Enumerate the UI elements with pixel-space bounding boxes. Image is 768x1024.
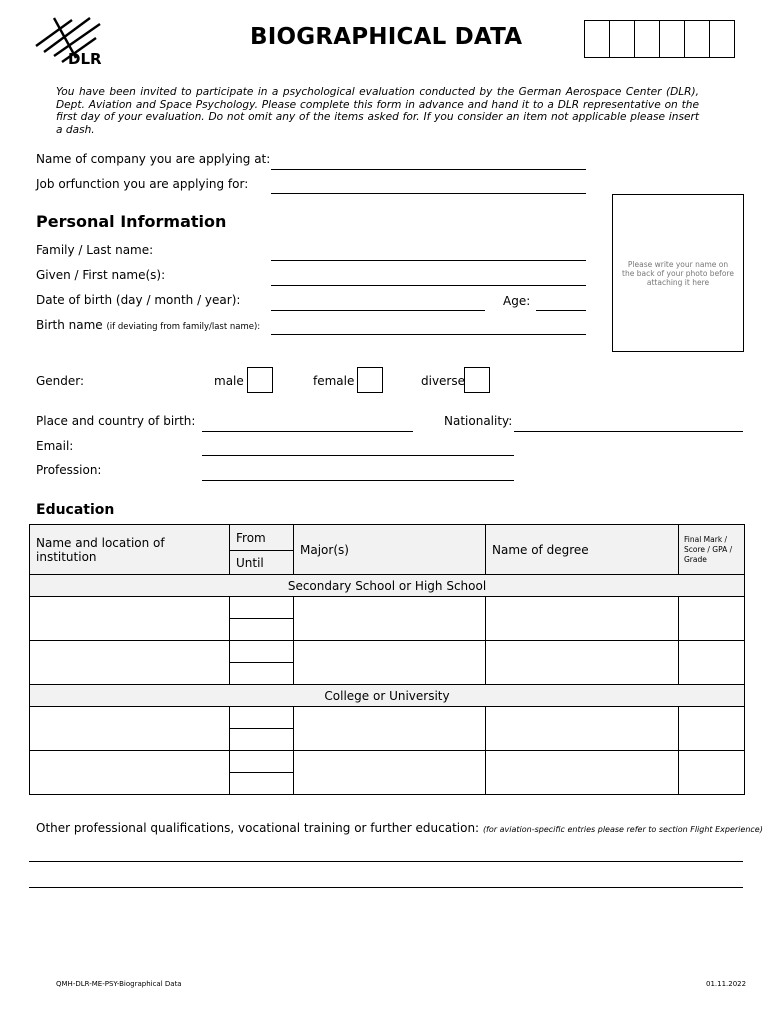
table-cell-until[interactable] [230,729,294,751]
footer-date: 01.11.2022 [706,980,747,988]
email-field[interactable] [202,455,514,456]
job-label: Job orfunction you are applying for: [36,177,249,191]
id-box-6[interactable] [709,20,735,58]
table-cell-grade[interactable] [679,597,745,641]
dob-field[interactable] [271,310,485,311]
id-box-5[interactable] [684,20,710,58]
other-qualifications-label: Other professional qualifications, vocational training or further education: [36,821,480,835]
birth-name-note: (if deviating from family/last name): [106,322,261,332]
table-cell-majors[interactable] [294,707,486,751]
other-qualifications-row [36,821,763,835]
table-cell-grade[interactable] [679,751,745,795]
job-field[interactable] [271,193,586,194]
col-until-header: Until [230,551,294,575]
personal-heading: Personal Information [36,212,227,231]
birth-name-label-row [36,318,260,332]
id-box-1[interactable] [584,20,610,58]
table-cell-degree[interactable] [486,751,679,795]
table-cell-grade[interactable] [679,707,745,751]
table-cell-institution[interactable] [30,641,230,685]
id-box-2[interactable] [609,20,635,58]
other-qualifications-line-1[interactable] [29,861,743,862]
table-cell-degree[interactable] [486,641,679,685]
logo-text: DLR [68,50,102,68]
age-field[interactable] [536,310,586,311]
birth-name-field[interactable] [271,334,586,335]
applicant-id-boxes[interactable] [585,20,735,58]
table-cell-institution[interactable] [30,707,230,751]
place-field[interactable] [202,431,413,432]
table-cell-from[interactable] [230,751,294,773]
education-heading: Education [36,502,115,518]
table-cell-grade[interactable] [679,641,745,685]
section-college-university: College or University [30,685,745,707]
table-cell-from[interactable] [230,597,294,619]
email-label: Email: [36,439,74,453]
gender-male-label: male [214,374,244,388]
gender-diverse-checkbox[interactable] [464,367,490,393]
table-cell-institution[interactable] [30,597,230,641]
family-name-field[interactable] [271,260,586,261]
gender-diverse-label: diverse [421,374,466,388]
nationality-label: Nationality: [444,414,513,428]
dlr-logo [32,12,104,68]
education-table [29,524,745,795]
table-cell-majors[interactable] [294,641,486,685]
table-cell-majors[interactable] [294,751,486,795]
table-cell-from[interactable] [230,641,294,663]
gender-male-checkbox[interactable] [247,367,273,393]
dob-label: Date of birth (day / month / year): [36,293,241,307]
nationality-field[interactable] [514,431,743,432]
footer-doc-code: QMH-DLR-ME-PSY-Biographical Data [56,980,182,988]
id-box-4[interactable] [659,20,685,58]
table-cell-until[interactable] [230,663,294,685]
gender-label: Gender: [36,374,85,388]
given-name-label: Given / First name(s): [36,268,166,282]
col-grade-header: Final Mark / Score / GPA / Grade [679,525,745,575]
photo-note: Please write your name on the back of your photo before attaching it here [622,260,734,287]
col-institution-header: Name and location of institution [30,525,230,575]
table-cell-institution[interactable] [30,751,230,795]
col-degree-header: Name of degree [486,525,679,575]
id-box-3[interactable] [634,20,660,58]
table-cell-majors[interactable] [294,597,486,641]
table-cell-from[interactable] [230,707,294,729]
col-from-header: From [230,525,294,551]
table-cell-until[interactable] [230,619,294,641]
gender-female-label: female [313,374,355,388]
family-name-label: Family / Last name: [36,243,154,257]
section-secondary-school: Secondary School or High School [30,575,745,597]
gender-female-checkbox[interactable] [357,367,383,393]
profession-field[interactable] [202,480,514,481]
intro-text: You have been invited to participate in a psychological evaluation conducted by the German Aerospace Center (DLR), Dept. Aviation and Space Psychology. Please complete this form in advance and hand it to a DLR representative on the first day of your evaluation. Do not omit any of the items asked for. If you consider an item not applicable please insert a dash. [56,86,699,136]
col-majors-header: Major(s) [294,525,486,575]
other-qualifications-note: (for aviation-specific entries please refer to section Flight Experience) [482,825,763,834]
given-name-field[interactable] [271,285,586,286]
company-field[interactable] [271,169,586,170]
table-cell-degree[interactable] [486,707,679,751]
other-qualifications-line-2[interactable] [29,887,743,888]
age-label: Age: [503,294,531,308]
profession-label: Profession: [36,463,102,477]
birth-name-label: Birth name [36,318,103,332]
page-title: BIOGRAPHICAL DATA [250,24,523,50]
table-cell-until[interactable] [230,773,294,795]
company-label: Name of company you are applying at: [36,152,271,166]
table-cell-degree[interactable] [486,597,679,641]
place-label: Place and country of birth: [36,414,196,428]
